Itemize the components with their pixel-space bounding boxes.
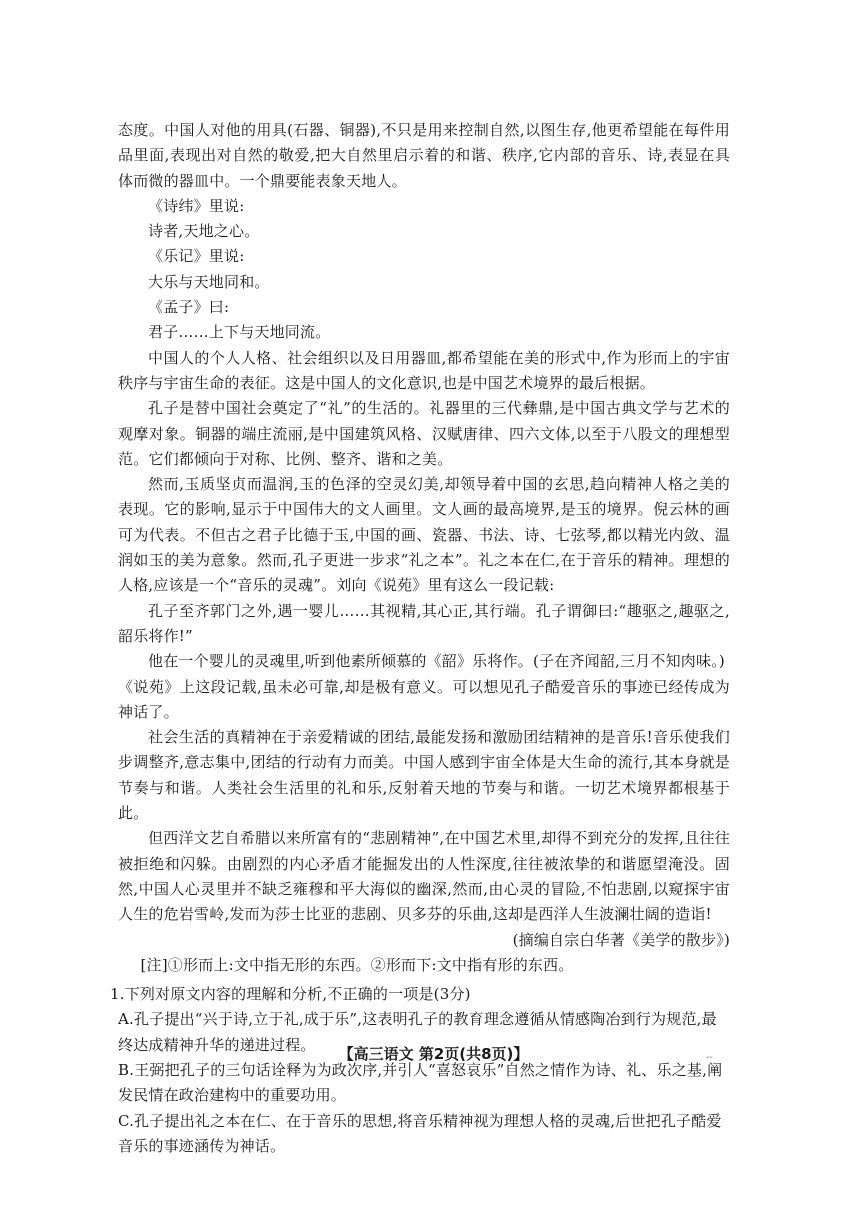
source-citation: (摘编自宗白华著《美学的散步》) — [512, 930, 730, 949]
option-c: C.孔子提出礼之本在仁、在于音乐的思想,将音乐精神视为理想人格的灵魂,后世把孔子酷爱音乐的事迹涵传为神话。 — [118, 1111, 722, 1155]
paragraph: 态度。中国人对他的用具(石器、铜器),不只是用来控制自然,以图生存,他更希望能在每件用品里面,表现出对自然的敬爱,把大自然里启示着的和谐、秩序,它内部的音乐、诗,表显在具体而微的器皿中。一个鼎要能表象天地人。 — [118, 121, 730, 190]
option-b: B.王弼把孔子的三句话诠释为为政次序,并引人“喜怒哀乐”自然之情作为诗、礼、乐之基,阐发民情在政治建构中的重要功用。 — [118, 1060, 723, 1105]
quote-line: 诗者,天地之心。 — [148, 222, 260, 241]
annotation-note: [注]①形而上:文中指无形的东西。②形而下:文中指有形的东西。 — [140, 955, 574, 974]
option-a: A.孔子提出“兴于诗,立于礼,成于乐”,这表明孔子的教育理念遵循从情感陶冶到行为规范,最终达成精神升华的递进过程。 — [118, 1010, 717, 1054]
quote-intro: 《乐记》里说: — [148, 247, 245, 266]
paragraph: 中国人的个人人格、社会组织以及日用器皿,都希望能在美的形式中,作为形而上的宇宙秩序与宇宙生命的表征。这是中国人的文化意识,也是中国艺术境界的最后根据。 — [118, 348, 730, 392]
paragraph: 孔子是替中国社会奠定了“礼”的生活的。礼器里的三代彝鼎,是中国古典文学与艺术的观摩对象。铜器的端庄流丽,是中国建筑风格、汉赋唐律、四六文体,以至于八股文的理想型范。它们都倾向于对称、比例、整齐、谐和之美。 — [118, 399, 730, 468]
quote-block: 孔子至齐郭门之外,遇一婴儿……其视精,其心正,其行端。孔子谓御曰:“趣驱之,趣驱之,韶乐将作!” — [118, 601, 730, 645]
quote-intro: 《诗纬》里说: — [148, 196, 245, 215]
paragraph: 他在一个婴儿的灵魂里,听到他素所倾慕的《韶》乐将作。(子在齐闻韶,三月不知肉味。) — [148, 652, 725, 671]
paragraph: 社会生活的真精神在于亲爱精诚的团结,最能发扬和激励团结精神的是音乐!音乐使我们步调整齐,意志集中,团结的行动有力而美。中国人感到宇宙全体是大生命的流行,其本身就是节奏与和谐。人类社会生活里的礼和乐,反射着天地的节奏与和谐。一切艺术境界都根基于此。 — [118, 728, 730, 823]
quote-intro: 《孟子》曰: — [148, 298, 230, 317]
paragraph: 但西洋文艺自希腊以来所富有的“悲剧精神”,在中国艺术里,却得不到充分的发挥,且往往被拒绝和闪躲。由剧烈的内心矛盾才能掘发出的人性深度,往往被浓挚的和谐愿望淹没。固然,中国人心灵里并不缺乏雍穆和平大海似的幽深,然而,由心灵的冒险,不怕悲剧,以窥探宇宙人生的危岩雪岭,发而为莎士比亚的悲剧、贝多芬的乐曲,这却是西洋人生波澜壮阔的造诣! — [118, 829, 730, 924]
article-body — [110, 118, 730, 1159]
paragraph: 《说苑》上这段记载,虽未必可靠,却是极有意义。可以想见孔子酷爱音乐的事迹已经传成为神话了。 — [118, 677, 730, 721]
quote-line: 大乐与天地同和。 — [148, 272, 270, 291]
paragraph: 然而,玉质坚贞而温润,玉的色泽的空灵幻美,却领导着中国的玄思,趋向精神人格之美的表现。它的影响,显示于中国伟大的文人画里。文人画的最高境界,是玉的境界。倪云林的画可为代表。不但古之君子比德于玉,中国的画、瓷器、书法、诗、七弦琴,都以精光内敛、温润如玉的美为意象。然而,孔子更进一步求“礼之本”。礼之本在仁,在于音乐的精神。理想的人格,应该是一个“音乐的灵魂”。刘向《说苑》里有这么一段记载: — [118, 475, 730, 595]
question-stem: 1.下列对原文内容的理解和分析,不正确的一项是(3分) — [110, 985, 471, 1004]
page-footer: 【高三语文 第2页(共8页)】 — [338, 1045, 529, 1063]
quote-line: 君子……上下与天地同流。 — [148, 323, 331, 342]
corner-mark: -- — [706, 1052, 713, 1063]
